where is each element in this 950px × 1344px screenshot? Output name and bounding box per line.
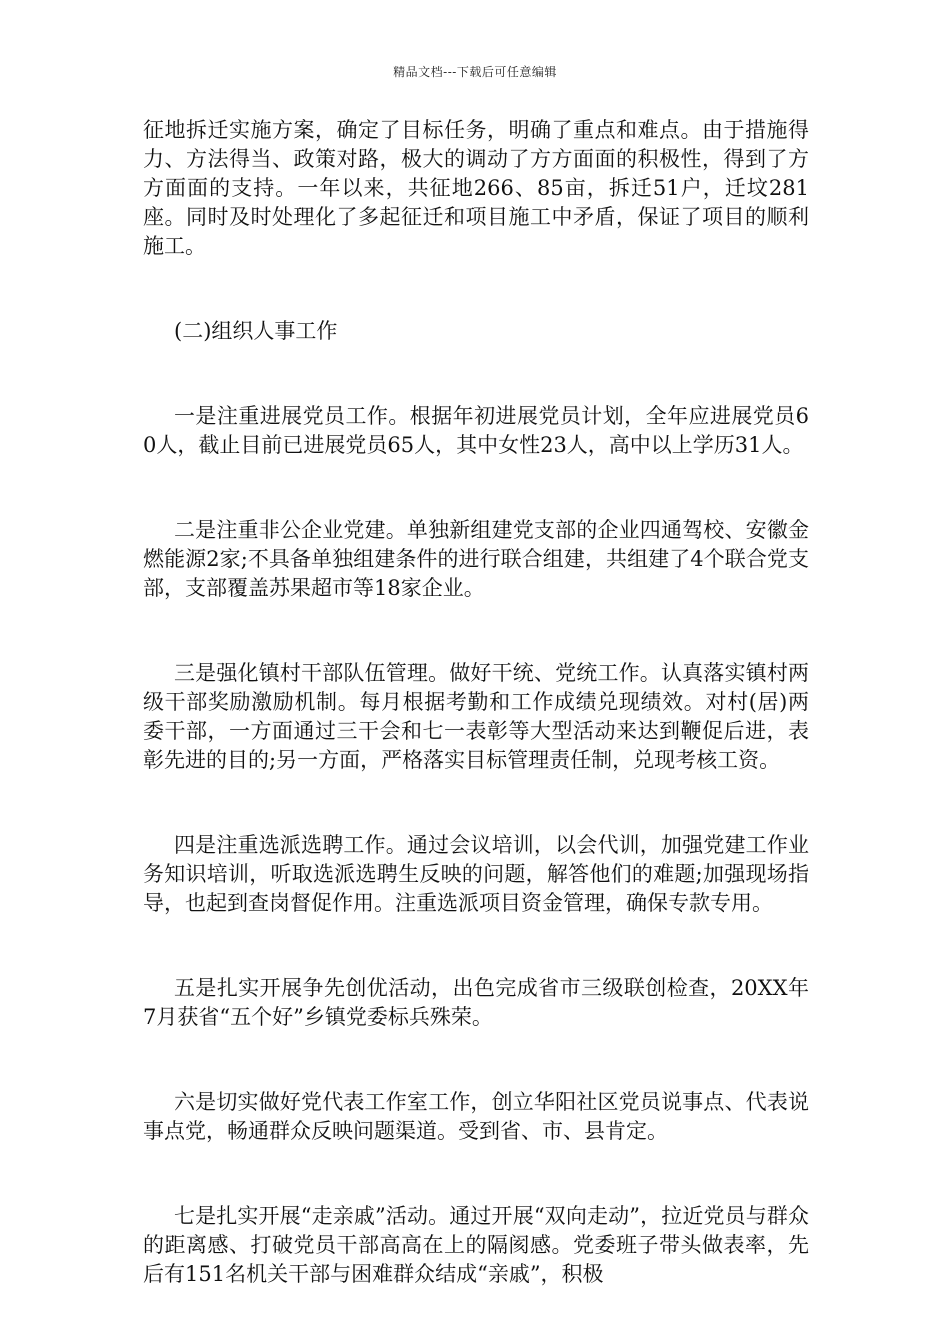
- paragraph-item-two: 二是注重非公企业党建。单独新组建党支部的企业四通驾校、安徽金燃能源2家;不具备单独组建条件的进行联合组建，共组建了4个联合党支部，支部覆盖苏果超市等18家企业。: [143, 518, 809, 600]
- document-body: [143, 116, 809, 1289]
- paragraph-land-acquisition: 征地拆迁实施方案，确定了目标任务，明确了重点和难点。由于措施得力、方法得当、政策对路，极大的调动了方方面面的积极性，得到了方方面面的支持。一年以来，共征地266、85亩，拆迁51户，迁坟281座。同时及时处理化了多起征迁和项目施工中矛盾，保证了项目的顺利施工。: [143, 118, 809, 258]
- page-header: 精品文档---下载后可任意编辑: [393, 65, 557, 79]
- paragraph-item-four: 四是注重选派选聘工作。通过会议培训，以会代训，加强党建工作业务知识培训，听取选派选聘生反映的问题，解答他们的难题;加强现场指导，也起到查岗督促作用。注重选派项目资金管理，确保专款专用。: [143, 833, 809, 915]
- section-heading-organization: (二)组织人事工作: [174, 319, 338, 343]
- paragraph-item-one: 一是注重进展党员工作。根据年初进展党员计划，全年应进展党员60人，截止目前已进展党员65人，其中女性23人，高中以上学历31人。: [143, 404, 809, 457]
- paragraph-item-six: 六是切实做好党代表工作室工作，创立华阳社区党员说事点、代表说事点党，畅通群众反映问题渠道。受到省、市、县肯定。: [143, 1090, 809, 1143]
- paragraph-item-five: 五是扎实开展争先创优活动，出色完成省市三级联创检查，20XX年7月获省“五个好”乡镇党委标兵殊荣。: [143, 976, 809, 1029]
- paragraph-item-three: 三是强化镇村干部队伍管理。做好干统、党统工作。认真落实镇村两级干部奖励激励机制。每月根据考勤和工作成绩兑现绩效。对村(居)两委干部，一方面通过三干会和七一表彰等大型活动来达到鞭促后进，表彰先进的目的;另一方面，严格落实目标管理责任制，兑现考核工资。: [143, 661, 809, 772]
- paragraph-item-seven: 七是扎实开展“走亲戚”活动。通过开展“双向走动”，拉近党员与群众的距离感、打破党员干部高高在上的隔阂感。党委班子带头做表率，先后有151名机关干部与困难群众结成“亲戚”，积极: [143, 1204, 809, 1286]
